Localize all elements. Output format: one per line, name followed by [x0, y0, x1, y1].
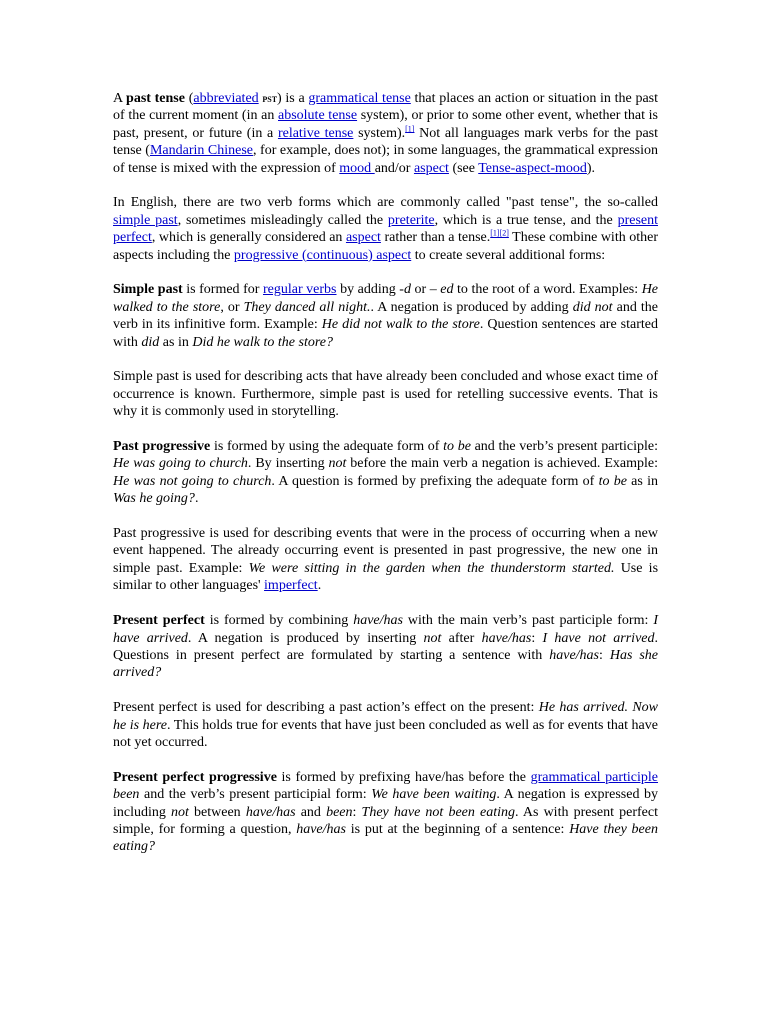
italic-example: I have not arrived: [542, 630, 655, 646]
text-run: , which is a true tense, and the: [434, 212, 618, 228]
wiki-link[interactable]: abbreviated: [193, 91, 259, 106]
wiki-link[interactable]: Tense-aspect-mood: [478, 160, 587, 176]
bold-term: Present perfect progressive: [113, 769, 277, 785]
text-run: (see: [448, 160, 479, 176]
text-run: (: [184, 91, 194, 106]
text-run: and: [295, 804, 327, 820]
italic-example: He has arrived. Now he is here: [113, 700, 658, 733]
text-run: between: [188, 804, 246, 820]
text-run: . A negation is expressed by including: [113, 787, 659, 820]
italic-example: He was going to church: [113, 456, 248, 472]
italic-example: I have arrived: [113, 613, 659, 646]
text-run: to create several additional forms:: [411, 247, 606, 263]
italic-example: -d: [399, 282, 411, 298]
wiki-link[interactable]: relative tense: [277, 125, 354, 141]
text-run: system).: [353, 125, 406, 141]
document-body: [113, 90, 658, 873]
text-run: . A question is formed by prefixing the adequate form of: [271, 473, 599, 489]
paragraph: [113, 612, 658, 682]
text-run: or: [410, 282, 430, 298]
italic-example: Has she arrived?: [113, 647, 658, 681]
text-run: . A negation is produced by adding: [370, 299, 573, 315]
text-run: by adding: [336, 282, 400, 298]
text-run: as in: [159, 334, 193, 350]
italic-example: not: [423, 630, 442, 646]
paragraph: [113, 769, 658, 856]
text-run: and the verb’s present participle:: [470, 439, 658, 455]
text-run: . Questions in present perfect are formulated by starting a sentence with: [113, 630, 658, 663]
text-run: :: [531, 630, 543, 646]
text-run: . This holds true for events that have just been concluded as well as for events that have not yet occurred.: [113, 717, 658, 750]
text-run: Past progressive is used for describing events that were in the process of occurring when a new event happened. The already occurring event is presented in past progressive, the new one in simple past. Example:: [113, 526, 658, 576]
italic-example: did not: [572, 299, 613, 315]
text-run: . A negation is produced by inserting: [187, 630, 424, 646]
text-run: Present perfect is used for describing a past action’s effect on the present:: [113, 700, 539, 716]
italic-example: Was he going?: [113, 491, 195, 507]
italic-example: did: [141, 334, 160, 350]
text-run: with the main verb’s past participle form:: [402, 613, 654, 629]
text-run: .: [317, 578, 322, 594]
italic-example: He walked to the store: [113, 282, 659, 315]
italic-example: – ed: [429, 282, 454, 298]
text-run: , or: [220, 299, 244, 315]
bold-term: Past progressive: [113, 439, 211, 455]
wiki-link[interactable]: grammatical tense: [308, 91, 411, 106]
italic-example: They have not been eating: [361, 804, 516, 820]
wiki-link[interactable]: grammatical participle: [530, 769, 659, 785]
italic-example: Have they been eating?: [113, 821, 658, 855]
paragraph: [113, 368, 658, 420]
bold-term: Present perfect: [113, 613, 205, 629]
wiki-link[interactable]: absolute tense: [278, 108, 358, 124]
text-run: is formed by combining: [204, 613, 354, 629]
text-run: is put at the beginning of a sentence:: [345, 821, 570, 837]
text-run: :: [352, 804, 362, 820]
text-run: , sometimes misleadingly called the: [177, 212, 388, 228]
italic-example: to be: [598, 473, 627, 489]
text-run: after: [441, 630, 482, 646]
text-run: , for example, does not); in some languages, the grammatical expression of tense is mixed with the expression of: [113, 143, 659, 176]
wiki-link[interactable]: regular verbs: [262, 282, 337, 298]
text-run: Simple past is used for describing acts that have already been concluded and whose exact time of occurrence is known. Furthermore, simple past is used for retelling successive events. That is why it is commonly used in storytelling.: [113, 369, 658, 420]
wiki-link[interactable]: Mandarin Chinese: [149, 143, 254, 159]
wiki-link[interactable]: preterite: [387, 212, 435, 228]
italic-example: not: [171, 804, 189, 820]
wiki-link[interactable]: mood: [339, 160, 375, 176]
text-run: . By inserting: [247, 456, 329, 472]
paragraph: [113, 90, 658, 177]
abbreviation: pst: [262, 91, 278, 105]
paragraph: [113, 194, 658, 264]
italic-example: have/has: [481, 630, 532, 646]
italic-example: have/has: [353, 613, 403, 629]
text-run: . As with present perfect simple, for forming a question,: [113, 804, 658, 837]
italic-example: have/has: [296, 821, 346, 837]
italic-example: We were sitting in the garden when the thunderstorm started.: [248, 560, 615, 576]
text-run: and the verb in its infinitive form. Example:: [113, 299, 658, 333]
paragraph: [113, 281, 658, 351]
wiki-link[interactable]: imperfect: [264, 578, 318, 594]
text-run: ).: [586, 160, 596, 176]
text-run: to the root of a word. Examples:: [453, 282, 642, 298]
wiki-link[interactable]: progressive (continuous) aspect: [233, 247, 412, 263]
text-run: and/or: [374, 160, 414, 176]
wiki-link[interactable]: present perfect: [113, 212, 658, 246]
text-run: and the verb’s present participial form:: [139, 787, 372, 803]
italic-example: He did not walk to the store: [321, 317, 480, 333]
citation: [490, 229, 509, 238]
italic-example: been: [113, 787, 140, 803]
wiki-link[interactable]: aspect: [345, 230, 381, 246]
italic-example: not: [328, 456, 347, 472]
bold-term: past tense: [126, 91, 185, 106]
italic-example: to be: [443, 439, 471, 455]
italic-example: Did he walk to the store?: [192, 334, 333, 350]
text-run: is formed by using the adequate form of: [210, 439, 444, 455]
italic-example: have/has: [549, 647, 599, 663]
italic-example: He was not going to church: [113, 473, 272, 489]
text-run: ) is a: [277, 91, 309, 106]
italic-example: We have been waiting: [371, 787, 497, 803]
text-run: , which is generally considered an: [151, 230, 346, 246]
text-run: before the main verb a negation is achieved. Example:: [346, 456, 658, 472]
citation-link[interactable]: [1]: [405, 124, 415, 134]
text-run: Not all languages mark verbs for the past tense (: [113, 125, 658, 159]
text-run: These combine with other aspects including the: [113, 230, 658, 263]
italic-example: been: [326, 804, 353, 820]
text-run: as in: [626, 473, 658, 489]
text-run: :: [599, 647, 610, 663]
text-run: rather than a tense.: [380, 230, 491, 246]
bold-term: Simple past: [113, 282, 183, 298]
text-run: is formed for: [182, 282, 263, 298]
text-run: . Question sentences are started with: [113, 317, 658, 350]
paragraph: [113, 525, 658, 595]
text-run: is formed by prefixing have/has before the: [276, 769, 531, 785]
text-run: A: [113, 91, 127, 106]
paragraph: [113, 438, 658, 508]
text-run: that places an action or situation in the past of the current moment (in an: [113, 91, 659, 124]
text-run: system), or prior to some other event, whether that is past, present, or future (in a: [113, 108, 659, 141]
text-run: .: [194, 491, 199, 507]
text-run: Use is similar to other languages': [113, 560, 659, 594]
citation-link[interactable]: [1][2]: [490, 228, 509, 238]
text-run: In English, there are two verb forms which are commonly called "past tense", the so-called: [113, 195, 658, 211]
italic-example: They danced all night.: [243, 299, 371, 315]
paragraph: [113, 699, 658, 751]
wiki-link[interactable]: aspect: [413, 160, 449, 176]
wiki-link[interactable]: simple past: [113, 212, 178, 228]
italic-example: have/has: [245, 804, 296, 820]
